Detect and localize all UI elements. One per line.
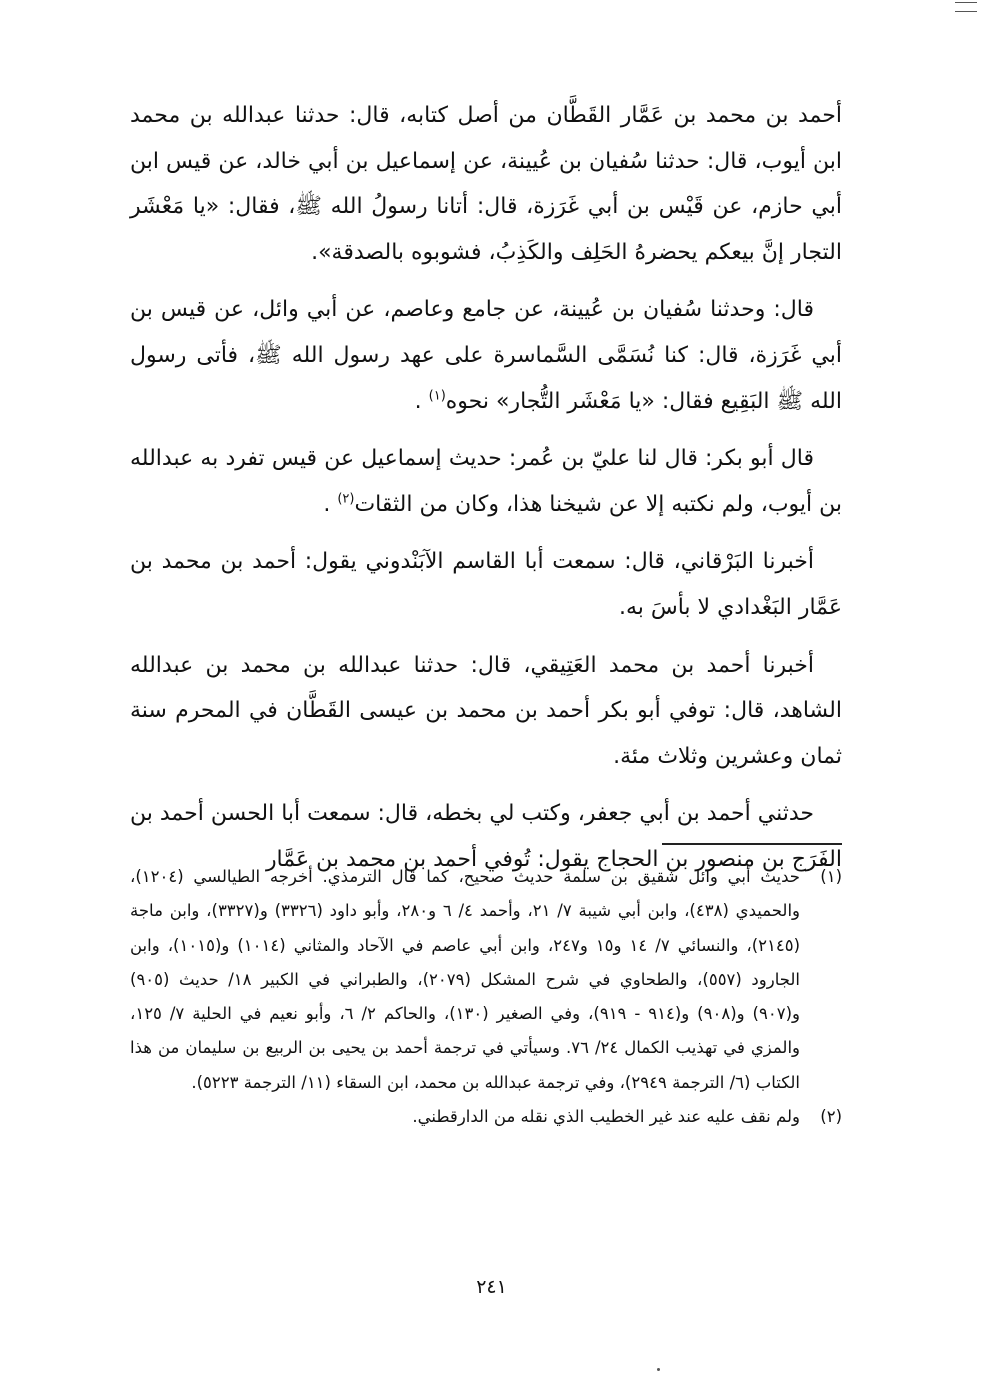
paragraph-2-tail: . [414, 388, 429, 414]
corner-mark [955, 2, 977, 12]
paragraph-1: أحمد بن محمد بن عَمَّار القَطَّان من أصل كتابه، قال: حدثنا عبدالله بن محمد ابن أيوب، قال: حدثنا سُفيان بن عُيينة، عن إسماعيل بن أبي خالد، عن قيس ابن أبي حازم، عن قَيْس بن أبي غَرَزة، قال: أتانا رسولُ الله ﷺ، فقال: «يا مَعْشَر التجار إنَّ بيعكم يحضرهُ الحَلِف والكَذِبُ، فشوبوه بالصدقة». [130, 103, 842, 265]
footnote-number: (٢) [820, 1107, 842, 1127]
paragraph-3-text: قال أبو بكر: قال لنا عليّ بن عُمر: حديث إسماعيل عن قيس تفرد به عبدالله بن أيوب، ولم نكتبه إلا عن شيخنا هذا، وكان من الثقات [130, 446, 842, 517]
footnote-text: حديث أبي وائل شقيق بن سلمة حديث صحيح، كما قال الترمذي. أخرجه الطيالسي (١٢٠٤)، والحميدي (٤٣٨)، وابن أبي شيبة ٧/ ٢١، وأحمد ٤/ ٦ و٢٨٠، وأبو داود (٣٣٢٦) و(٣٣٢٧)، وابن ماجة (٢١٤٥)، والنسائي ٧/ ١٤ و١٥ و٢٤٧، وابن أبي عاصم في الآحاد والمثاني (١٠١٤) و(١٠١٥)، وابن الجارود (٥٥٧)، والطحاوي في شرح المشكل (٢٠٧٩)، والطبراني في الكبير ١٨/ حديث (٩٠٥) و(٩٠٧) و(٩٠٨) و(٩١٤ - ٩١٩)، وفي الصغير (١٣٠)، والحاكم ٢/ ٦، وأبو نعيم في الحلية ٧/ ١٢٥، والمزي في تهذيب الكمال ٢٤/ ٧٦. وسيأتي في ترجمة أحمد بن يحيى بن الربيع بن سليمان من هذا الكتاب (٦/ الترجمة ٢٩٤٩)، وفي ترجمة عبدالله بن محمد، ابن السقاء (١١/ الترجمة ٥٢٢٣). [130, 867, 801, 1092]
paragraph-3 [130, 436, 842, 527]
main-text [130, 93, 842, 895]
page-number: ٢٤١ [476, 1276, 507, 1298]
paragraph-5: أخبرنا أحمد بن محمد العَتِيقي، قال: حدثنا عبدالله بن محمد بن عبدالله الشاهد، قال: توفي أبو بكر أحمد بن محمد بن عيسى القَطَّان في المحرم سنة ثمان وعشرين وثلاث مئة. [130, 652, 842, 769]
footnotes [130, 860, 842, 1134]
footnote-number: (١) [820, 867, 842, 886]
footnote-text: ولم نقف عليه عند غير الخطيب الذي نقله من الدارقطني. [412, 1107, 800, 1127]
footnote-separator [662, 843, 842, 845]
footnote-ref-1[interactable]: (١) [428, 388, 446, 404]
footnote-2 [130, 1100, 842, 1134]
paragraph-2 [130, 287, 842, 424]
footnote-1 [130, 860, 842, 1100]
footnote-ref-2[interactable]: (٢) [337, 491, 355, 507]
paragraph-4: أخبرنا البَرْقاني، قال: سمعت أبا القاسم الآبَنْدوني يقول: أحمد بن محمد بن عَمَّار البَغْدادي لا بأسَ به. [130, 549, 842, 620]
paragraph-6: حدثني أحمد بن أبي جعفر، وكتب لي بخطه، قال: سمعت أبا الحسن أحمد بن الفَرَج بن منصور بن الحجاج يقول: تُوفي أحمد بن محمد بن عَمَّار [130, 801, 842, 872]
scan-speck [657, 1368, 660, 1371]
paragraph-2-text: قال: وحدثنا سُفيان بن عُيينة، عن جامع وعاصم، عن أبي وائل، عن قيس بن أبي غَرَزة، قال: كنا نُسَمَّى السَّماسرة على عهد رسول الله ﷺ، فأتى رسول الله ﷺ البَقِيع فقال: «يا مَعْشَر التُّجار» نحوه [130, 297, 842, 414]
paragraph-3-tail: . [323, 491, 338, 517]
